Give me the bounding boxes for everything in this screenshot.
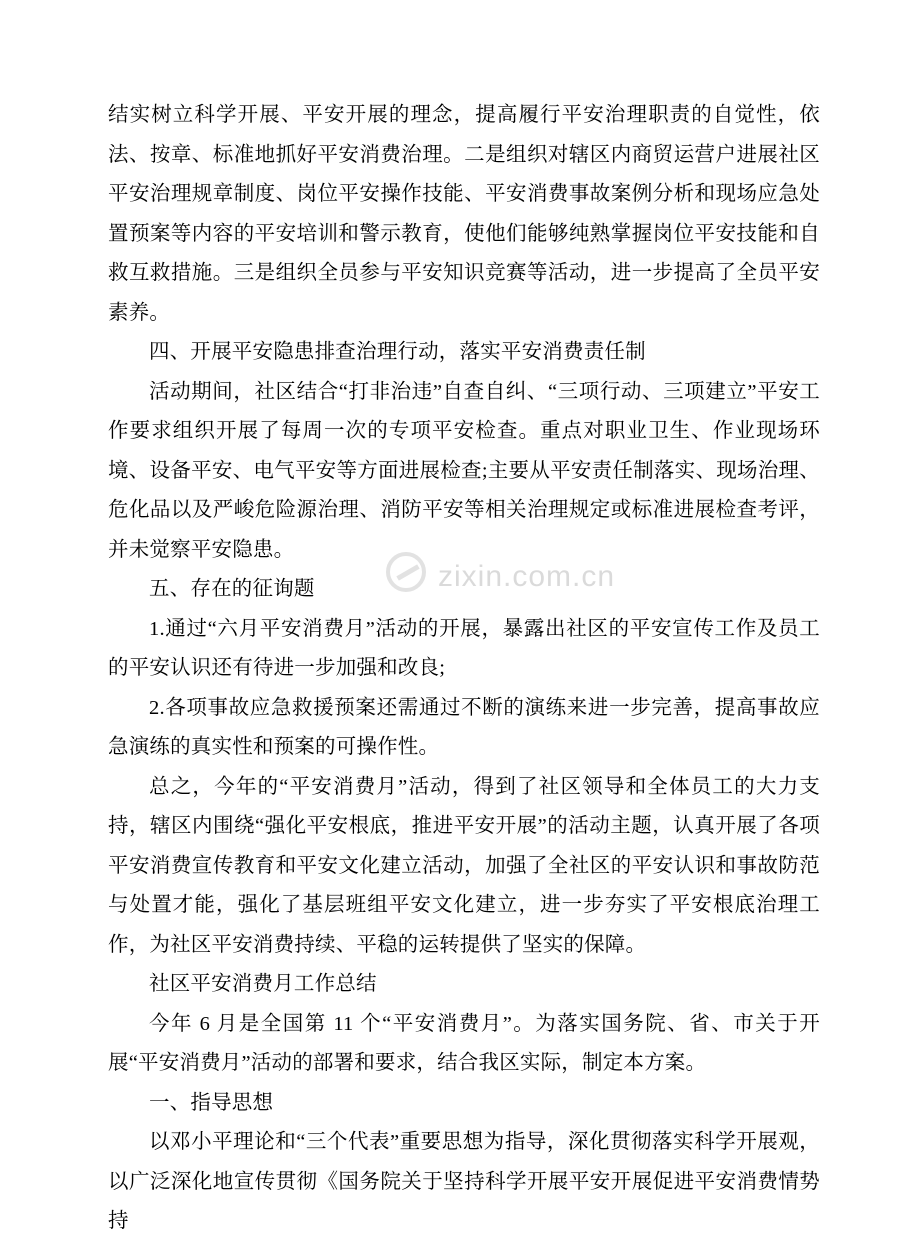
paragraph-heading-four: 四、开展平安隐患排查治理行动，落实平安消费责任制 [149, 341, 646, 363]
paragraph-item-1: 1.通过“六月平安消费月”活动的开展，暴露出社区的平安宣传工作及员工的平安认识还有待进一步加强和改良; [108, 617, 820, 679]
document-body [108, 96, 820, 1242]
paragraph-item-2: 2.各项事故应急救援预案还需通过不断的演练来进一步完善，提高事故应急演练的真实性和预案的可操作性。 [108, 696, 820, 758]
paragraph-heading-five: 五、存在的征询题 [149, 578, 315, 600]
paragraph-summary: 总之，今年的“平安消费月”活动，得到了社区领导和全体员工的大力支持，辖区内围绕“强化平安根底，推进平安开展”的活动主题，认真开展了各项平安消费宣传教育和平安文化建立活动，加强了全社区的平安认识和事故防范与处置才能，强化了基层班组平安文化建立，进一步夯实了平安根底治理工作，为社区平安消费持续、平稳的运转提供了坚实的保障。 [108, 775, 820, 956]
watermark-text: zixin.com.cn [438, 560, 616, 593]
paragraph: 结实树立科学开展、平安开展的理念，提高履行平安治理职责的自觉性，依法、按章、标准地抓好平安消费治理。二是组织对辖区内商贸运营户进展社区平安治理规章制度、岗位平安操作技能、平安消费事故案例分析和现场应急处置预案等内容的平安培训和警示教育，使他们能够纯熟掌握岗位平安技能和自救互救措施。三是组织全员参与平安知识竞赛等活动，进一步提高了全员平安素养。 [108, 104, 820, 324]
paragraph: 活动期间，社区结合“打非治违”自查自纠、“三项行动、三项建立”平安工作要求组织开展了每周一次的专项平安检查。重点对职业卫生、作业现场环境、设备平安、电气平安等方面进展检查;主要从平安责任制落实、现场治理、危化品以及严峻危险源治理、消防平安等相关治理规定或标准进展检查考评，并未觉察平安隐患。 [108, 380, 820, 561]
paragraph: 今年 6 月是全国第 11 个“平安消费月”。为落实国务院、省、市关于开展“平安消费月”活动的部署和要求，结合我区实际，制定本方案。 [108, 1012, 820, 1074]
paragraph: 以邓小平理论和“三个代表”重要思想为指导，深化贯彻落实科学开展观，以广泛深化地宣传贯彻《国务院关于坚持科学开展平安开展促进平安消费情势持 [108, 1131, 820, 1232]
paragraph-section-title: 社区平安消费月工作总结 [149, 973, 377, 995]
paragraph-heading-one: 一、指导思想 [149, 1091, 274, 1114]
